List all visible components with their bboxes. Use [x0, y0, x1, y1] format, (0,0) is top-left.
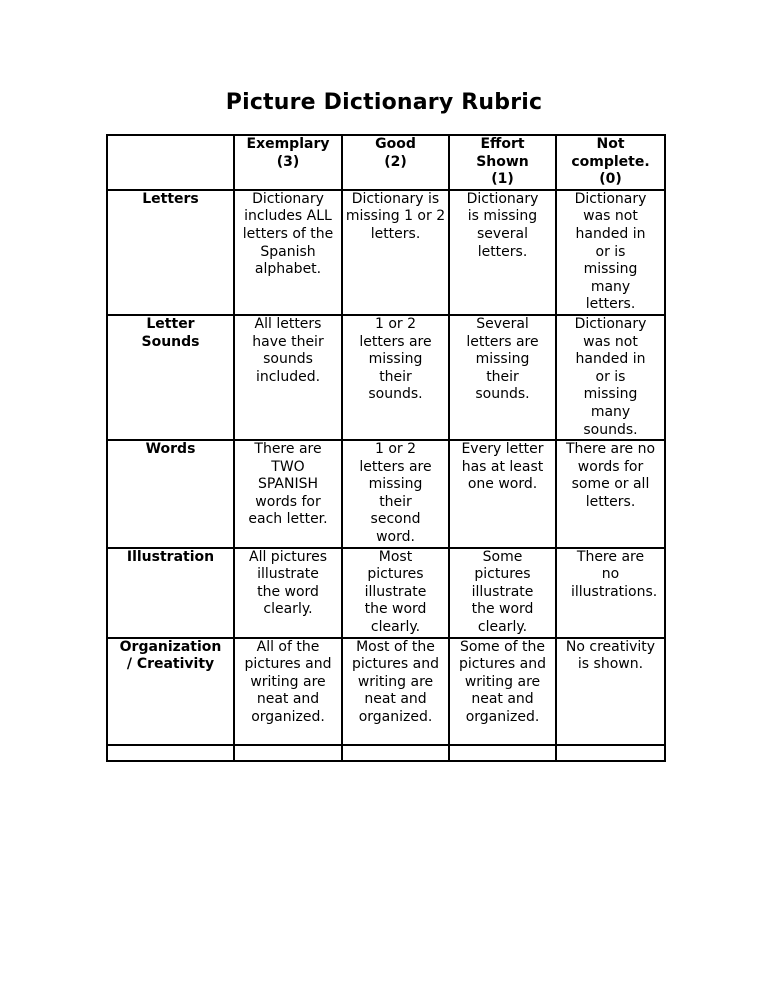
table-cell: All letters have their sounds included. — [234, 315, 342, 440]
column-label: Exemplary — [246, 136, 330, 152]
table-cell: Every letter has at least one word. — [449, 440, 556, 548]
table-cell: There are no words for some or all letters. — [556, 440, 665, 548]
row-category-letters: Letters — [107, 190, 234, 315]
table-cell: All of the pictures and writing are neat and organized. — [234, 638, 342, 745]
table-cell: Dictionary includes ALL letters of the Spanish alphabet. — [234, 190, 342, 315]
table-row — [107, 315, 665, 440]
column-label: Not complete. — [571, 136, 650, 170]
table-row — [107, 190, 665, 315]
table-cell: There are TWO SPANISH words for each letter. — [234, 440, 342, 548]
table-cell: Dictionary is missing 1 or 2 letters. — [342, 190, 449, 315]
column-label: Good — [375, 136, 416, 152]
column-score: (0) — [599, 171, 622, 188]
header-cell-effort-shown — [449, 135, 556, 190]
row-category-words: Words — [107, 440, 234, 548]
empty-cell — [234, 745, 342, 761]
table-cell: Dictionary is missing several letters. — [449, 190, 556, 315]
table-row — [107, 638, 665, 745]
table-cell: Several letters are missing their sounds. — [449, 315, 556, 440]
empty-row — [107, 745, 665, 761]
table-cell: Most of the pictures and writing are neat and organized. — [342, 638, 449, 745]
table-cell: No creativity is shown. — [556, 638, 665, 745]
column-score: (3) — [276, 153, 300, 170]
column-score: (2) — [384, 153, 407, 170]
table-cell: 1 or 2 letters are missing their sounds. — [342, 315, 449, 440]
table-cell: All pictures illustrate the word clearly. — [234, 548, 342, 638]
column-label: Effort Shown — [476, 136, 529, 170]
table-cell: 1 or 2 letters are missing their second word. — [342, 440, 449, 548]
rubric-table — [106, 134, 666, 762]
table-cell: There are no illustrations. — [556, 548, 665, 638]
header-corner-cell — [107, 135, 234, 190]
header-cell-exemplary — [234, 135, 342, 190]
table-row — [107, 548, 665, 638]
row-category-organization-creativity: Organization / Creativity — [107, 638, 234, 745]
row-category-illustration: Illustration — [107, 548, 234, 638]
empty-cell — [556, 745, 665, 761]
table-cell: Most pictures illustrate the word clearly. — [342, 548, 449, 638]
table-cell: Some pictures illustrate the word clearly. — [449, 548, 556, 638]
empty-cell — [342, 745, 449, 761]
header-row — [107, 135, 665, 190]
table-row — [107, 440, 665, 548]
table-cell: Dictionary was not handed in or is missing many letters. — [556, 190, 665, 315]
row-category-letter-sounds: Letter Sounds — [107, 315, 234, 440]
table-cell: Dictionary was not handed in or is missing many sounds. — [556, 315, 665, 440]
header-cell-not-complete — [556, 135, 665, 190]
empty-cell — [449, 745, 556, 761]
header-cell-good — [342, 135, 449, 190]
table-cell: Some of the pictures and writing are neat and organized. — [449, 638, 556, 745]
empty-cell — [107, 745, 234, 761]
page-title: Picture Dictionary Rubric — [225, 90, 543, 115]
column-score: (1) — [491, 171, 514, 188]
